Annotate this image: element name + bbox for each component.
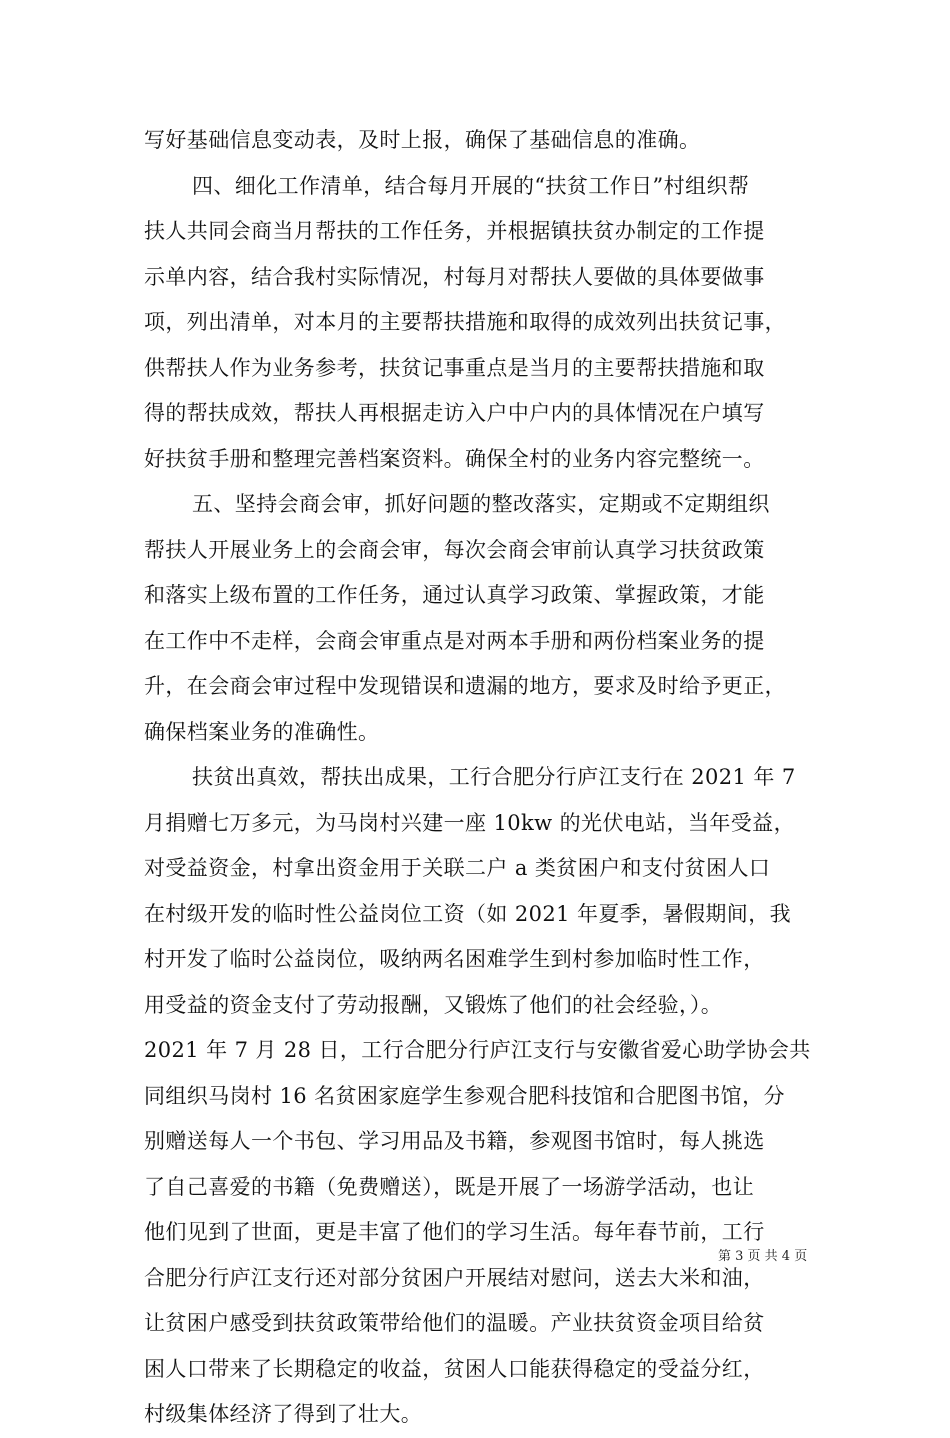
text-line: 在村级开发的临时性公益岗位工资（如 2021 年夏季，暑假期间，我 bbox=[144, 901, 791, 926]
text-line: 写好基础信息变动表，及时上报，确保了基础信息的准确。 bbox=[144, 128, 701, 152]
text-line: 2021 年 7 月 28 日，工行合肥分行庐江支行与安徽省爱心助学协会共 bbox=[144, 1038, 811, 1062]
text-line: 他们见到了世面，更是丰富了他们的学习生活。每年春节前，工行 bbox=[144, 1220, 765, 1244]
text-line: 供帮扶人作为业务参考，扶贫记事重点是当月的主要帮扶措施和取 bbox=[144, 355, 765, 380]
text-line: 让贫困户感受到扶贫政策带给他们的温暖。产业扶贫资金项目给贫 bbox=[144, 1311, 765, 1335]
text-line: 了自己喜爱的书籍（免费赠送），既是开展了一场游学活动，也让 bbox=[144, 1174, 755, 1199]
paragraph-five-start: 五、坚持会商会审，抓好问题的整改落实，定期或不定期组织 bbox=[192, 492, 770, 516]
text-line: 同组织马岗村 16 名贫困家庭学生参观合肥科技馆和合肥图书馆，分 bbox=[144, 1083, 785, 1108]
text-line: 好扶贫手册和整理完善档案资料。确保全村的业务内容完整统一。 bbox=[144, 446, 765, 471]
text-line: 月捐赠七万多元，为马岗村兴建一座 10kw 的光伏电站，当年受益， bbox=[144, 810, 795, 835]
text-line: 村级集体经济了得到了壮大。 bbox=[144, 1402, 423, 1426]
paragraph-four-start: 四、细化工作清单，结合每月开展的“扶贫工作日”村组织帮 bbox=[192, 173, 750, 198]
text-line: 用受益的资金支付了劳动报酬，又锻炼了他们的社会经验，）。 bbox=[144, 992, 723, 1017]
text-line: 困人口带来了长期稳定的收益，贫困人口能获得稳定的受益分红， bbox=[144, 1356, 765, 1381]
text-line: 升，在会商会审过程中发现错误和遗漏的地方，要求及时给予更正， bbox=[144, 674, 786, 698]
text-line: 得的帮扶成效，帮扶人再根据走访入户中户内的具体情况在户填写 bbox=[144, 401, 765, 425]
text-line: 帮扶人开展业务上的会商会审，每次会商会审前认真学习扶贫政策 bbox=[144, 537, 765, 562]
text-line: 在工作中不走样，会商会审重点是对两本手册和两份档案业务的提 bbox=[144, 628, 765, 653]
text-line: 对受益资金，村拿出资金用于关联二户 a 类贫困户和支付贫困人口 bbox=[144, 856, 771, 880]
text-line: 示单内容，结合我村实际情况，村每月对帮扶人要做的具体要做事 bbox=[144, 264, 765, 289]
text-line: 别赠送每人一个书包、学习用品及书籍，参观图书馆时，每人挑选 bbox=[144, 1129, 765, 1153]
text-line: 合肥分行庐江支行还对部分贫困户开展结对慰问，送去大米和油， bbox=[144, 1265, 765, 1290]
text-line: 确保档案业务的准确性。 bbox=[144, 719, 380, 744]
paragraph-results-start: 扶贫出真效，帮扶出成果，工行合肥分行庐江支行在 2021 年 7 bbox=[192, 765, 796, 789]
body-text bbox=[144, 118, 814, 1438]
text-line: 和落实上级布置的工作任务，通过认真学习政策、掌握政策，才能 bbox=[144, 583, 765, 607]
text-line: 村开发了临时公益岗位，吸纳两名困难学生到村参加临时性工作， bbox=[144, 947, 765, 971]
text-line: 扶人共同会商当月帮扶的工作任务，并根据镇扶贫办制定的工作提 bbox=[144, 219, 765, 243]
page-number-footer: 第 3 页 共 4 页 bbox=[718, 1249, 808, 1264]
text-line: 项，列出清单，对本月的主要帮扶措施和取得的成效列出扶贫记事， bbox=[144, 310, 786, 334]
